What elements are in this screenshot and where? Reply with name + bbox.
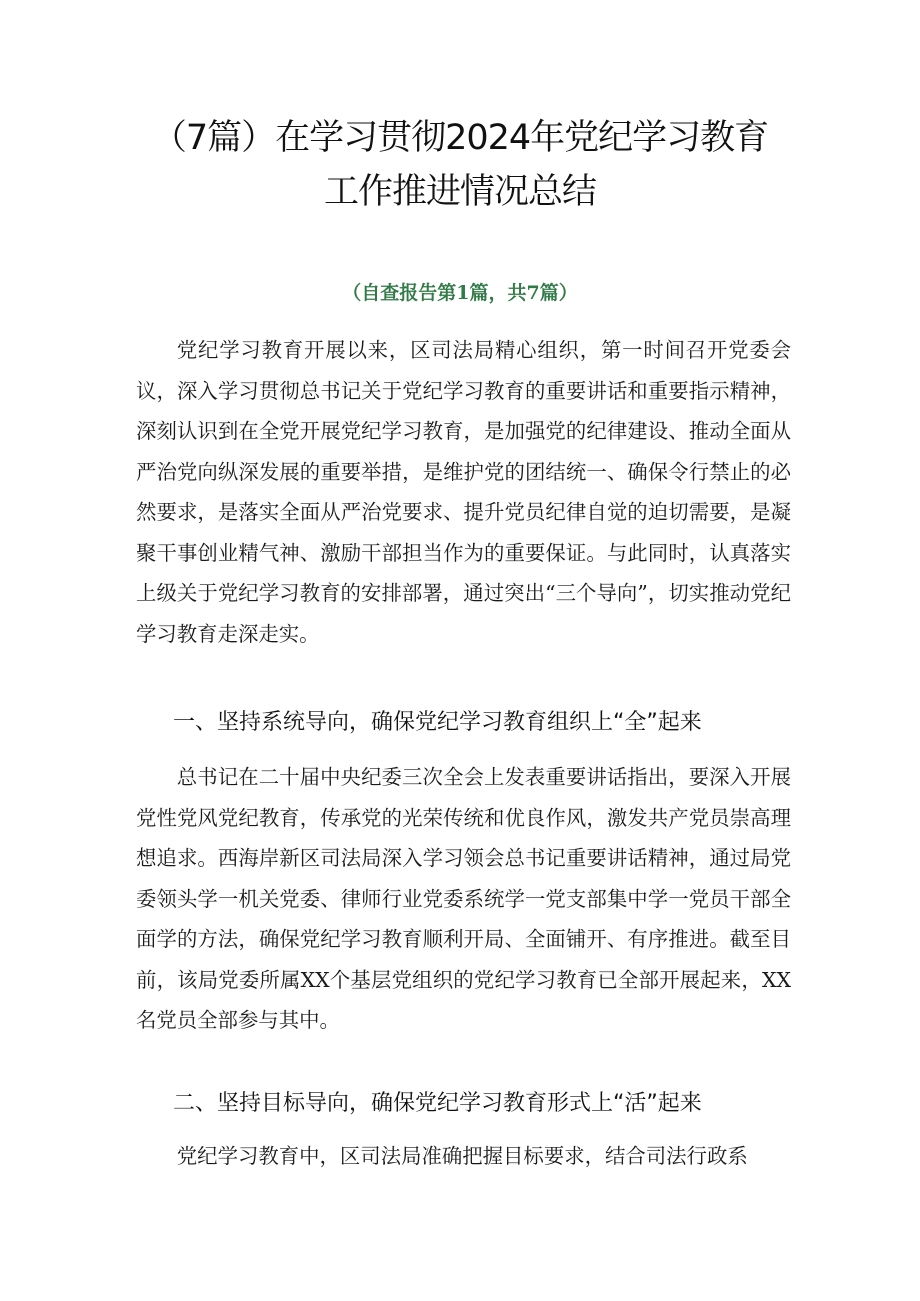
section-heading-2: 二、坚持目标导向，确保党纪学习教育形式上“活”起来 [173,1091,702,1116]
document-title-line-1: （7篇）在学习贯彻2024年党纪学习教育 [151,118,769,158]
body-paragraph-1: 党纪学习教育开展以来，区司法局精心组织，第一时间召开党委会议，深入学习贯彻总书记关于党纪学习教育的重要讲话和重要指示精神，深刻认识到在全党开展党纪学习教育，是加强党的纪律建设、推动全面从严治党向纵深发展的重要举措，是维护党的团结统一、确保令行禁止的必然要求，是落实全面从严治党要求、提升党员纪律自觉的迫切需要，是凝聚干事创业精气神、激励干部担当作为的重要保证。与此同时，认真落实上级关于党纪学习教育的安排部署，通过突出“三个导向”，切实推动党纪学习教育走深走实。 [136,338,791,646]
document-title-line-2: 工作推进情况总结 [323,172,596,212]
document-subtitle: （自查报告第1篇，共7篇） [342,282,578,304]
body-paragraph-3: 党纪学习教育中，区司法局准确把握目标要求，结合司法行政系 [176,1144,748,1168]
body-paragraph-2: 总书记在二十届中央纪委三次全会上发表重要讲话指出，要深入开展党性党风党纪教育，传承党的光荣传统和优良作风，激发共产党员崇高理想追求。西海岸新区司法局深入学习领会总书记重要讲话精神，通过局党委领头学一机关党委、律师行业党委系统学一党支部集中学一党员干部全面学的方法，确保党纪学习教育顺利开局、全面铺开、有序推进。截至目前，该局党委所属XX个基层党组织的党纪学习教育已全部开展起来，XX名党员全部参与其中。 [136,765,791,1032]
section-heading-1: 一、坚持系统导向，确保党纪学习教育组织上“全”起来 [173,710,702,735]
